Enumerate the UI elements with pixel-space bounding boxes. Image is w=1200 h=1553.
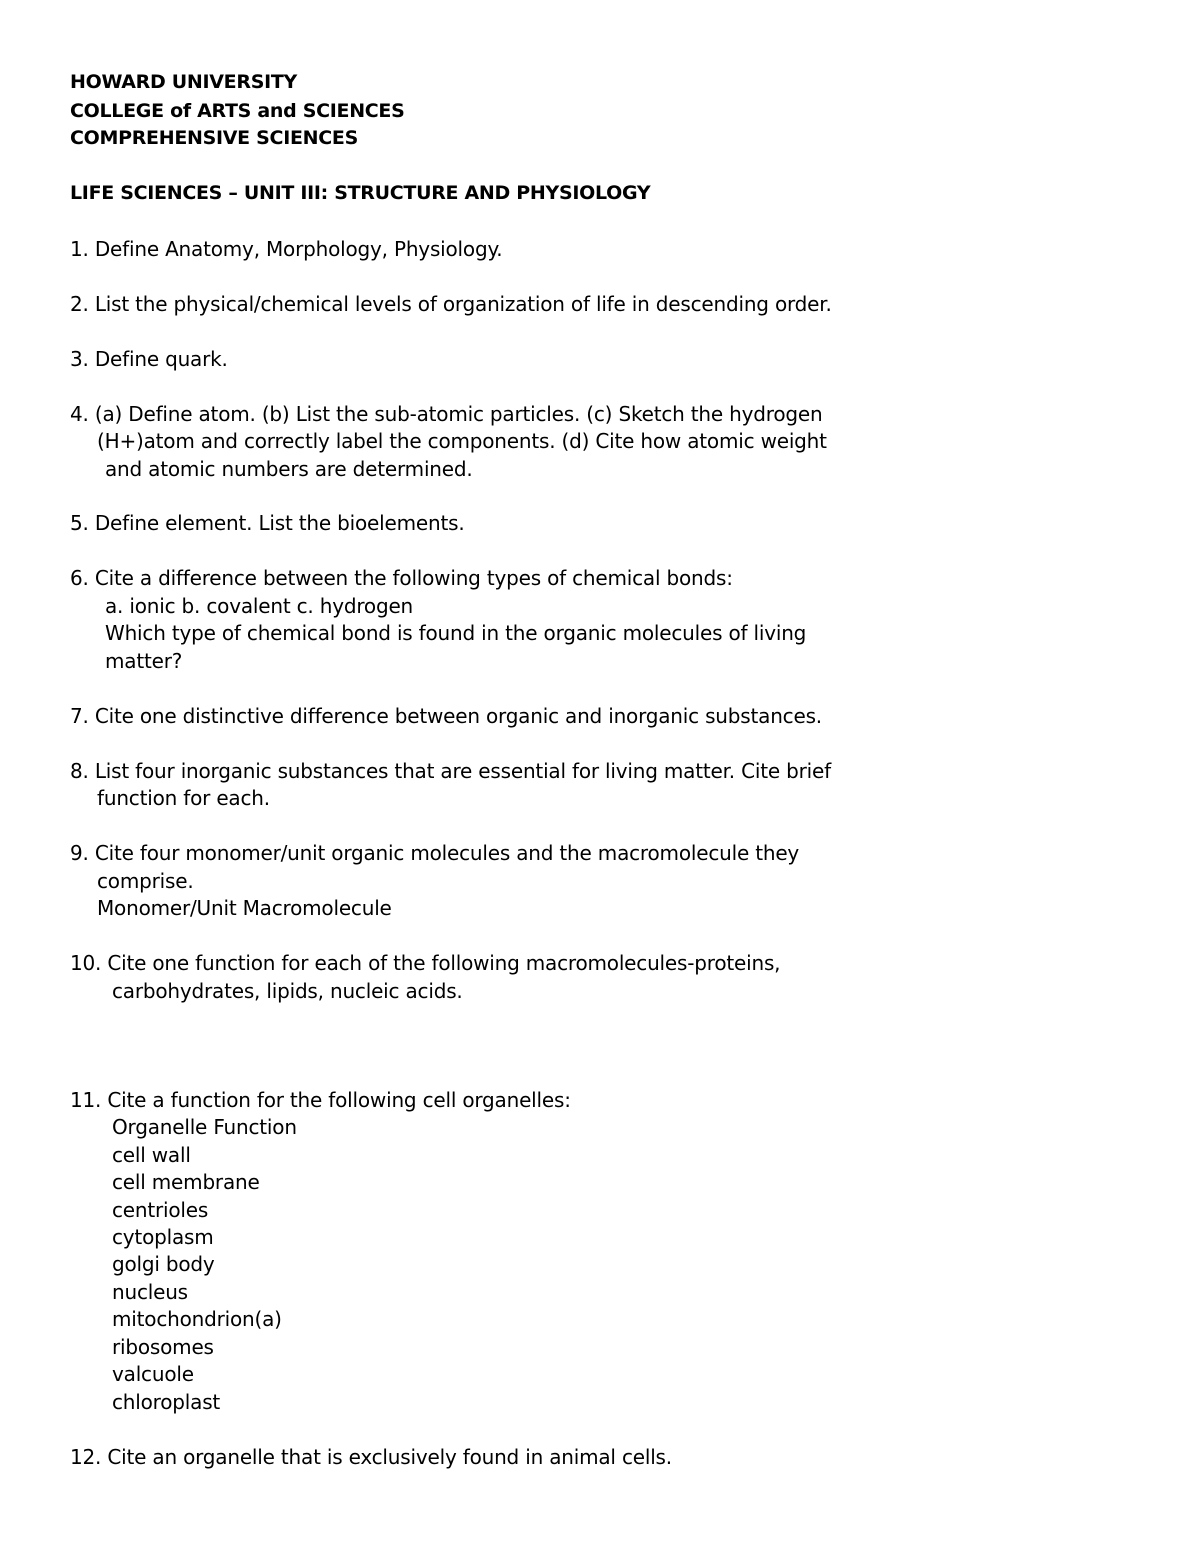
- question-10-line-2: carbohydrates, lipids, nucleic acids.: [112, 979, 463, 1003]
- organelle-item: cytoplasm: [112, 1225, 214, 1249]
- organelle-item: mitochondrion(a): [112, 1307, 282, 1331]
- organelle-item: cell wall: [112, 1143, 191, 1167]
- question-4-line-3: and atomic numbers are determined.: [105, 457, 473, 481]
- question-9-line-3: Monomer/Unit Macromolecule: [97, 896, 392, 920]
- question-6-line-4: matter?: [105, 649, 183, 673]
- question-1: 1. Define Anatomy, Morphology, Physiology.: [70, 237, 503, 261]
- question-8-line-1: 8. List four inorganic substances that are essential for living matter. Cite brief: [70, 759, 831, 783]
- organelle-item: chloroplast: [112, 1390, 221, 1414]
- question-8-line-2: function for each.: [97, 786, 270, 810]
- question-6-line-3: Which type of chemical bond is found in the organic molecules of living: [105, 621, 807, 645]
- question-11-prompt: 11. Cite a function for the following cell organelles:: [70, 1088, 571, 1112]
- organelle-item: ribosomes: [112, 1335, 214, 1359]
- question-5: 5. Define element. List the bioelements.: [70, 511, 465, 535]
- organelle-item: golgi body: [112, 1252, 215, 1276]
- question-2: 2. List the physical/chemical levels of organization of life in descending order.: [70, 292, 832, 316]
- organelle-item: valcuole: [112, 1362, 194, 1386]
- question-9-line-2: comprise.: [97, 869, 194, 893]
- question-9-line-1: 9. Cite four monomer/unit organic molecules and the macromolecule they: [70, 841, 800, 865]
- organelle-item: nucleus: [112, 1280, 188, 1304]
- question-4-line-2: (H+)atom and correctly label the components. (d) Cite how atomic weight: [97, 429, 827, 453]
- question-7: 7. Cite one distinctive difference between organic and inorganic substances.: [70, 704, 822, 728]
- question-6-line-1: 6. Cite a difference between the following types of chemical bonds:: [70, 566, 733, 590]
- question-12: 12. Cite an organelle that is exclusively found in animal cells.: [70, 1445, 672, 1469]
- unit-title: LIFE SCIENCES – UNIT III: STRUCTURE AND PHYSIOLOGY: [70, 182, 651, 204]
- question-6-line-2: a. ionic b. covalent c. hydrogen: [105, 594, 414, 618]
- university-name: HOWARD UNIVERSITY: [70, 71, 297, 93]
- organelle-item: centrioles: [112, 1198, 209, 1222]
- organelle-item: cell membrane: [112, 1170, 260, 1194]
- question-10-line-1: 10. Cite one function for each of the following macromolecules-proteins,: [70, 951, 781, 975]
- college-name: COLLEGE of ARTS and SCIENCES: [70, 100, 405, 122]
- question-4-line-1: 4. (a) Define atom. (b) List the sub-atomic particles. (c) Sketch the hydrogen: [70, 402, 823, 426]
- department-name: COMPREHENSIVE SCIENCES: [70, 127, 358, 149]
- question-3: 3. Define quark.: [70, 347, 228, 371]
- organelle-table-header: Organelle Function: [112, 1115, 297, 1139]
